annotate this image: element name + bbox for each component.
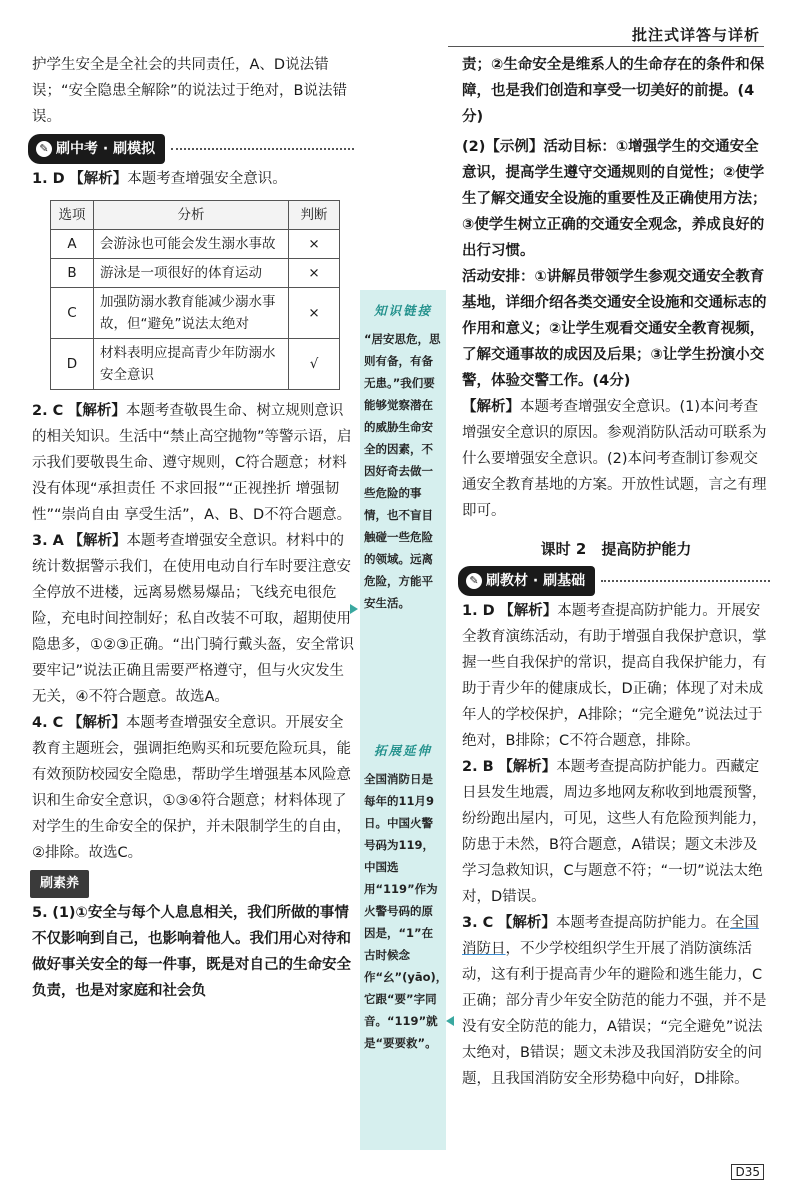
section-divider	[171, 148, 354, 150]
left-column	[32, 52, 354, 1004]
knowledge-link-title: 知识链接	[373, 303, 432, 318]
table-cell-option: B	[51, 259, 94, 288]
table-header: 判断	[289, 201, 340, 230]
question-text: 本题考查敬畏生命、树立规则意识的相关知识。生活中“禁止高空抛物”等警示语，启示我们要敬畏生命、遵守规则，C符合题意；材料没有体现“承担责任 不求回报”“正视挫折 增强韧性”“崇尚自由 享受生活”，A、B、D不符合题意。	[32, 403, 352, 523]
analysis-tag: 【解析】	[67, 715, 126, 731]
question-number: 2. C	[32, 403, 64, 419]
question-number: 4. C	[32, 715, 64, 731]
section-divider	[601, 580, 770, 582]
question-number: 5.	[32, 905, 48, 921]
table-cell-judge: √	[289, 339, 340, 390]
answer-analysis	[462, 394, 770, 524]
analysis-tag: 【解析】	[499, 603, 558, 619]
question-number: 1. D	[32, 171, 65, 187]
table-cell-option: A	[51, 230, 94, 259]
analysis-tag: 【解析】	[497, 915, 556, 931]
table-row	[51, 339, 340, 390]
question-number: 2. B	[462, 759, 494, 775]
question-4	[32, 710, 354, 866]
knowledge-link-box	[364, 300, 442, 614]
question-text: (1)①安全与每个人息息相关，我们所做的事情不仅影响到自己，也影响着他人。我们用心对待和做好事关安全的每一件事，既是对自己的生命安全负责，也是对家庭和社会负	[32, 905, 351, 999]
table-header: 分析	[94, 201, 289, 230]
pen-icon: ✎	[36, 141, 52, 157]
table-cell-analysis: 材料表明应提高青少年防溺水安全意识	[94, 339, 289, 390]
answer-continuation: 责；②生命安全是维系人的生命存在的条件和保障，也是我们创造和享受一切美好的前提。(4分)	[462, 57, 765, 125]
header-rule	[448, 46, 764, 47]
question-text: 本题考查增强安全意识。开展安全教育主题班会，强调拒绝购买和玩要危险玩具，能有效预防校园安全隐患，帮助学生增强基本风险意识和生命安全意识，①③④符合题意；材料体现了对学生的生命安全的保护，并未限制学生的自由，②排除。故选C。	[32, 715, 351, 861]
question-text: 本题考查提高防护能力。西藏定日县发生地震，周边多地网友称收到地震预警，纷纷跑出屋内，可见，这些人有危险预判能力，防患于未然，B符合题意，A错误；题文未涉及学习急救知识，C与题意不符；“一切”说法太绝对，D错误。	[462, 759, 767, 905]
right-question-2	[462, 754, 770, 910]
table-row	[51, 259, 340, 288]
table-cell-judge: ×	[289, 259, 340, 288]
section-badge	[28, 134, 165, 164]
table-row	[51, 230, 340, 259]
analysis-tag: 【解析】	[498, 759, 557, 775]
section-header-mock	[28, 136, 354, 162]
highlighted-term: 全国消防日	[462, 915, 759, 957]
analysis-text: 本题考查增强安全意识。(1)本问考查增强安全意识的原因。参观消防队活动可联系为什么要增强安全意识。(2)本问考查制订参观交通安全教育基地的方案。开放性试题，言之有理即可。	[462, 399, 767, 519]
analysis-tag: 【解析】	[69, 171, 128, 187]
section-badge	[458, 566, 595, 596]
table-header: 选项	[51, 201, 94, 230]
table-cell-judge: ×	[289, 230, 340, 259]
section-header-literacy: 刷素养	[30, 870, 89, 898]
analysis-tag: 【解析】	[462, 399, 520, 415]
question-3	[32, 528, 354, 710]
question-2	[32, 398, 354, 528]
question-number: 3. C	[462, 915, 494, 931]
table-row	[51, 288, 340, 339]
right-question-1	[462, 598, 770, 754]
question-text: ，不少学校组织学生开展了消防演练活动，这有利于提高青少年的避险和逃生能力，C正确；部分青少年安全防范的能力不强，并不是没有安全防范的能力，A错误；“完全避免”说法太绝对，B错误；题文未涉及我国消防安全的问题，且我国消防安全形势稳中向好，D排除。	[462, 941, 767, 1087]
table-cell-analysis: 游泳是一项很好的体育运动	[94, 259, 289, 288]
question-text: 本题考查增强安全意识。	[127, 171, 287, 187]
extension-title: 拓展延伸	[373, 743, 432, 758]
analysis-table	[50, 200, 340, 390]
pointer-arrow-icon	[446, 1016, 454, 1026]
question-5	[32, 900, 354, 1004]
lesson-title: 课时 2 提高防护能力	[540, 540, 692, 558]
right-question-3	[462, 910, 770, 1092]
right-column	[462, 52, 770, 1092]
answer-part-2-arrangement: 活动安排：①讲解员带领学生参观交通安全教育基地，详细介绍各类交通安全设施和交通标志的作用和意义；②让学生观看交通安全教育视频，了解交通事故的成因及后果；③让学生扮演小交警，体验交警工作。(4分)	[462, 269, 767, 389]
question-text: 本题考查提高防护能力。在	[555, 915, 730, 931]
question-number: 1. D	[462, 603, 495, 619]
question-1	[32, 166, 354, 192]
table-header-row	[51, 201, 340, 230]
annotation-sidebar	[360, 290, 446, 1150]
section-header-textbook	[458, 568, 770, 594]
question-text: 本题考查提高防护能力。开展安全教育演练活动，有助于增强自我保护意识，掌握一些自我保护的常识，提高自我保护能力，有助于青少年的健康成长，D正确；体现了对未成年人的学校保护，A排除；“完全避免”说法过于绝对，B排除；C不符合题意，排除。	[462, 603, 767, 749]
question-number: 3. A	[32, 533, 64, 549]
table-cell-analysis: 加强防溺水教育能减少溺水事故，但“避免”说法太绝对	[94, 288, 289, 339]
extension-text: 全国消防日是每年的11月9日。中国火警号码为119，中国选用“119”作为火警号码的原因是，“1”在古时候念作“幺”(yāo)，它跟“要”字同音。“119”就是“要要救”。	[364, 772, 448, 1050]
knowledge-link-text: “居安思危，思则有备，有备无患。”我们要能够觉察潜在的威胁生命安全的因素，不因好奇去做一些危险的事情，也不盲目触碰一些危险的领域。远离危险，方能平安生活。	[364, 332, 441, 610]
section-label: 刷中考 · 刷模拟	[56, 141, 156, 157]
intro-paragraph: 护学生安全是全社会的共同责任，A、D说法错误；“安全隐患全解除”的说法过于绝对，B说法错误。	[32, 57, 347, 125]
answer-part-2-goals: (2)【示例】活动目标：①增强学生的交通安全意识，提高学生遵守交通规则的自觉性；②使学生了解交通安全设施的重要性及正确使用方法；③使学生树立正确的交通安全观念，养成良好的出行习惯。	[462, 139, 767, 259]
extension-box	[364, 740, 448, 1054]
analysis-tag: 【解析】	[67, 403, 126, 419]
table-cell-option: D	[51, 339, 94, 390]
analysis-tag: 【解析】	[68, 533, 127, 549]
table-cell-judge: ×	[289, 288, 340, 339]
table-cell-option: C	[51, 288, 94, 339]
page-header-title: 批注式详答与详析	[631, 26, 760, 44]
pointer-arrow-icon	[350, 604, 358, 614]
table-cell-analysis: 会游泳也可能会发生溺水事故	[94, 230, 289, 259]
page-number: D35	[731, 1164, 764, 1180]
question-text: 本题考查增强安全意识。材料中的统计数据警示我们，在使用电动自行车时要注意安全停放不进楼，远离易燃易爆品；飞线充电很危险，充电时间控制好；私自改装不可取，超期使用隐患多，①②③正确。“出门骑行戴头盔，安全常识要牢记”说法正确且需要严格遵守，但与火灾发生无关，④不符合题意。故选A。	[32, 533, 355, 705]
pen-icon: ✎	[466, 573, 482, 589]
section-label: 刷教材 · 刷基础	[486, 573, 586, 589]
